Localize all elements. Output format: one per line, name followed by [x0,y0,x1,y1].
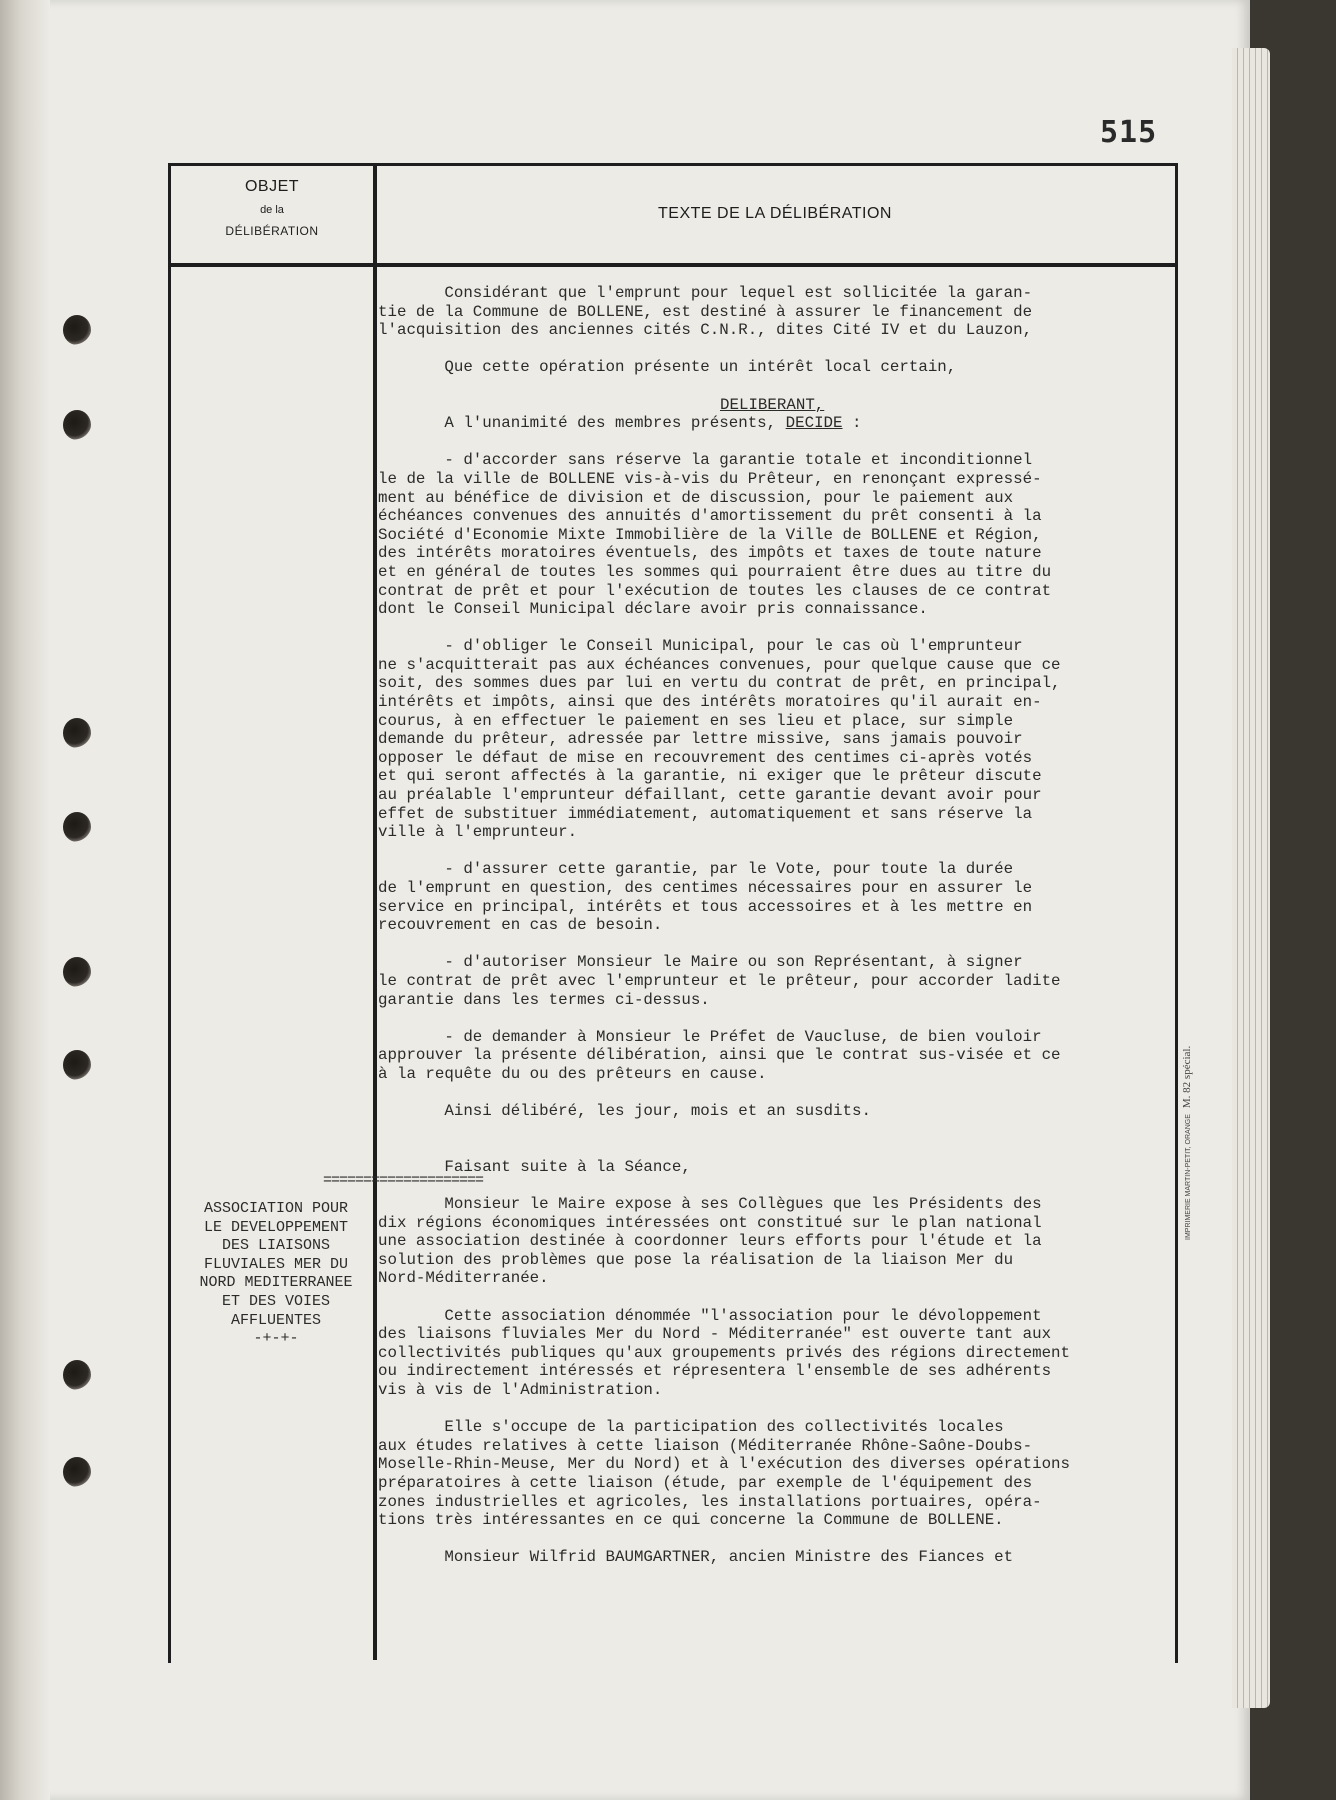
text-line: Faisant suite à la Séance, [378,1157,691,1176]
side-title-line: NORD MEDITERRANEE [199,1274,353,1292]
text-line: recouvrement en cas de besoin. [378,916,663,935]
text-line: des liaisons fluviales Mer du Nord - Méditerranée" est ouverte tant aux [378,1325,1052,1344]
punch-hole [63,718,91,748]
text-line: ou indirectement intéressés et répresentera l'ensemble de ses adhérents [378,1362,1052,1381]
text-line [378,1288,1178,1307]
text-line: courus, à en effectuer le paiement en ses lieu et place, sur simple [378,711,1014,730]
column-divider [373,163,377,1660]
texte-header: TEXTE DE LA DÉLIBÉRATION [658,205,892,222]
text-line [378,619,1178,638]
text-line: - d'autoriser Monsieur le Maire ou son Représentant, à signer [378,953,1023,972]
deliberant-heading: DELIBERANT, [720,395,825,414]
punch-hole [63,410,91,440]
text-line: ville à l'emprunteur. [378,823,578,842]
text-line: opposer le défaut de mise en recouvrement des centimes ci-après votés [378,748,1033,767]
text-line: service en principal, intérêts et tous accessoires et à les mettre en [378,897,1033,916]
text-line: intérêts et impôts, ainsi que des intérêts moratoires qu'il aurait en- [378,693,1042,712]
text-line [378,340,1178,359]
text-line: - d'obliger le Conseil Municipal, pour le cas où l'emprunteur [378,637,1023,656]
printer-name: IMPRIMERIE MARTIN-PETIT, ORANGE [1185,1114,1192,1240]
text-line: une association destinée à coordonner leurs efforts pour l'étude et la [378,1232,1042,1251]
objet-label: OBJET [244,178,300,195]
text-line [378,1009,1178,1028]
text-line [378,433,1178,452]
page-stack-edges [1232,48,1270,1708]
text-line [378,1177,1178,1196]
text-line: Ainsi délibéré, les jour, mois et an susdits. [378,1102,871,1121]
text-line: tie de la Commune de BOLLENE, est destiné à assurer le financement de [378,302,1033,321]
text-line: au préalable l'emprunteur défaillant, cette garantie devant avoir pour [378,786,1042,805]
punch-hole [63,1457,91,1487]
text-line: tions très intéressantes en ce qui concerne la Commune de BOLLENE. [378,1511,1004,1530]
punch-hole [63,1050,91,1080]
text-line: et en général de toutes les sommes qui pourraient être dues au titre du [378,562,1052,581]
text-line: échéances convenues des annuités d'amortissement du prêt consenti à la [378,507,1042,526]
text-line: effet de substituer immédiatement, automatiquement et sans réserve la [378,804,1033,823]
side-title-association [176,1200,376,1349]
punch-hole [63,315,91,345]
text-line: et qui seront affectés à la garantie, ni exiger que le prêteur discute [378,767,1042,786]
text-line: préparatoires à cette liaison (étude, par exemple de l'équipement des [378,1474,1033,1492]
text-line: - d'assurer cette garantie, par le Vote, pour toute la durée [378,860,1014,879]
side-title-line: AFFLUENTES [230,1311,321,1329]
binding-fold [0,0,50,1800]
text-line: - d'accorder sans réserve la garantie totale et inconditionnel [378,451,1033,470]
side-title-line: ASSOCIATION POUR [203,1200,349,1217]
text-line: - de demander à Monsieur le Préfet de Vaucluse, de bien vouloir [378,1027,1042,1046]
text-line [378,842,1178,861]
objet-deliberation: DÉLIBÉRATION [225,224,319,238]
objet-header [172,170,372,238]
printer-imprint [1181,1046,1193,1240]
text-line: Elle s'occupe de la participation des collectivités locales [378,1418,1004,1437]
text-line [378,377,1178,396]
text-line: Que cette opération présente un intérêt local certain, [378,358,957,377]
text-line: solution des problèmes que pose la réalisation de la liaison Mer du [378,1250,1014,1269]
objet-de-la: de la [260,204,284,216]
section-separator: ==================== [323,1172,484,1189]
text-line: ment au bénéfice de division et de discussion, pour le paiement aux [378,488,1014,507]
text-line: Monsieur le Maire expose à ses Collègues que les Présidents des [378,1195,1042,1214]
text-line: dont le Conseil Municipal déclare avoir pris connaissance. [378,600,928,619]
text-line: Société d'Economie Mixte Immobilière de la Ville de BOLLENE et Région, [378,525,1042,544]
form-code: M. 82 spécial. [1181,1045,1193,1109]
text-line [378,1139,1178,1158]
text-line: Nord-Méditerranée. [378,1269,549,1288]
text-line: Monsieur Wilfrid BAUMGARTNER, ancien Ministre des Fiances et [378,1548,1014,1567]
text-line: de l'emprunt en question, des centimes nécessaires pour en assurer le [378,879,1033,897]
header-rule [168,263,1178,267]
text-line [378,1400,1178,1419]
text-line: le contrat de prêt avec l'emprunteur et le prêteur, pour accorder ladite [378,971,1061,990]
text-line: des intérêts moratoires éventuels, des impôts et taxes de toute nature [378,544,1042,563]
text-line: contrat de prêt et pour l'exécution de toutes les clauses de ce contrat [378,581,1052,600]
side-title-line: ET DES VOIES [221,1292,331,1310]
text-line: zones industrielles et agricoles, les installations portuaires, opéra- [378,1492,1042,1511]
text-line: aux études relatives à cette liaison (Méditerranée Rhône-Saône-Doubs- [378,1436,1033,1455]
side-title-line: -+-+- [253,1330,299,1348]
punch-hole [63,812,91,842]
text-line: l'acquisition des anciennes cités C.N.R., dites Cité IV et du Lauzon, [378,321,1033,340]
text-line: Cette association dénommée "l'association pour le dévoloppement [378,1306,1042,1325]
text-line: demande du prêteur, adressée par lettre missive, sans jamais pouvoir [378,730,1023,749]
deliberation-text [378,284,1178,1567]
text-line [378,1121,1178,1140]
text-line: à la requête du ou des prêteurs en cause. [378,1064,767,1083]
text-line [378,1084,1178,1103]
side-title-line: FLUVIALES MER DU [203,1255,349,1273]
text-line: dix régions économiques intéressées ont constitué sur le plan national [378,1213,1042,1232]
text-line: A l'unanimité des membres présents, DECIDE : [378,414,862,433]
punch-hole [63,1360,91,1390]
text-line: garantie dans les termes ci-dessus. [378,990,710,1009]
punch-hole [63,957,91,987]
text-line [378,935,1178,954]
page-number: 515 [1100,115,1158,150]
text-line: le de la ville de BOLLENE vis-à-vis du Prêteur, en renonçant expressé- [378,469,1042,488]
text-line: Considérant que l'emprunt pour lequel est sollicitée la garan- [378,284,1033,302]
text-line: vis à vis de l'Administration. [378,1381,663,1400]
text-line: ne s'acquitterait pas aux échéances convenues, pour quelque cause que ce [378,655,1061,674]
text-line: approuver la présente délibération, ainsi que le contrat sus-visée et ce [378,1046,1061,1065]
text-line [378,1530,1178,1549]
side-title-line: DES LIAISONS [221,1237,331,1255]
side-title-line: LE DEVELOPPEMENT [203,1218,349,1236]
text-line: soit, des sommes dues par lui en vertu du contrat de prêt, en principal, [378,674,1061,693]
text-line: Moselle-Rhin-Meuse, Mer du Nord) et à l'exécution des diverses opérations [378,1455,1071,1474]
text-line: collectivités publiques qu'aux groupements privés des régions directement [378,1343,1071,1362]
